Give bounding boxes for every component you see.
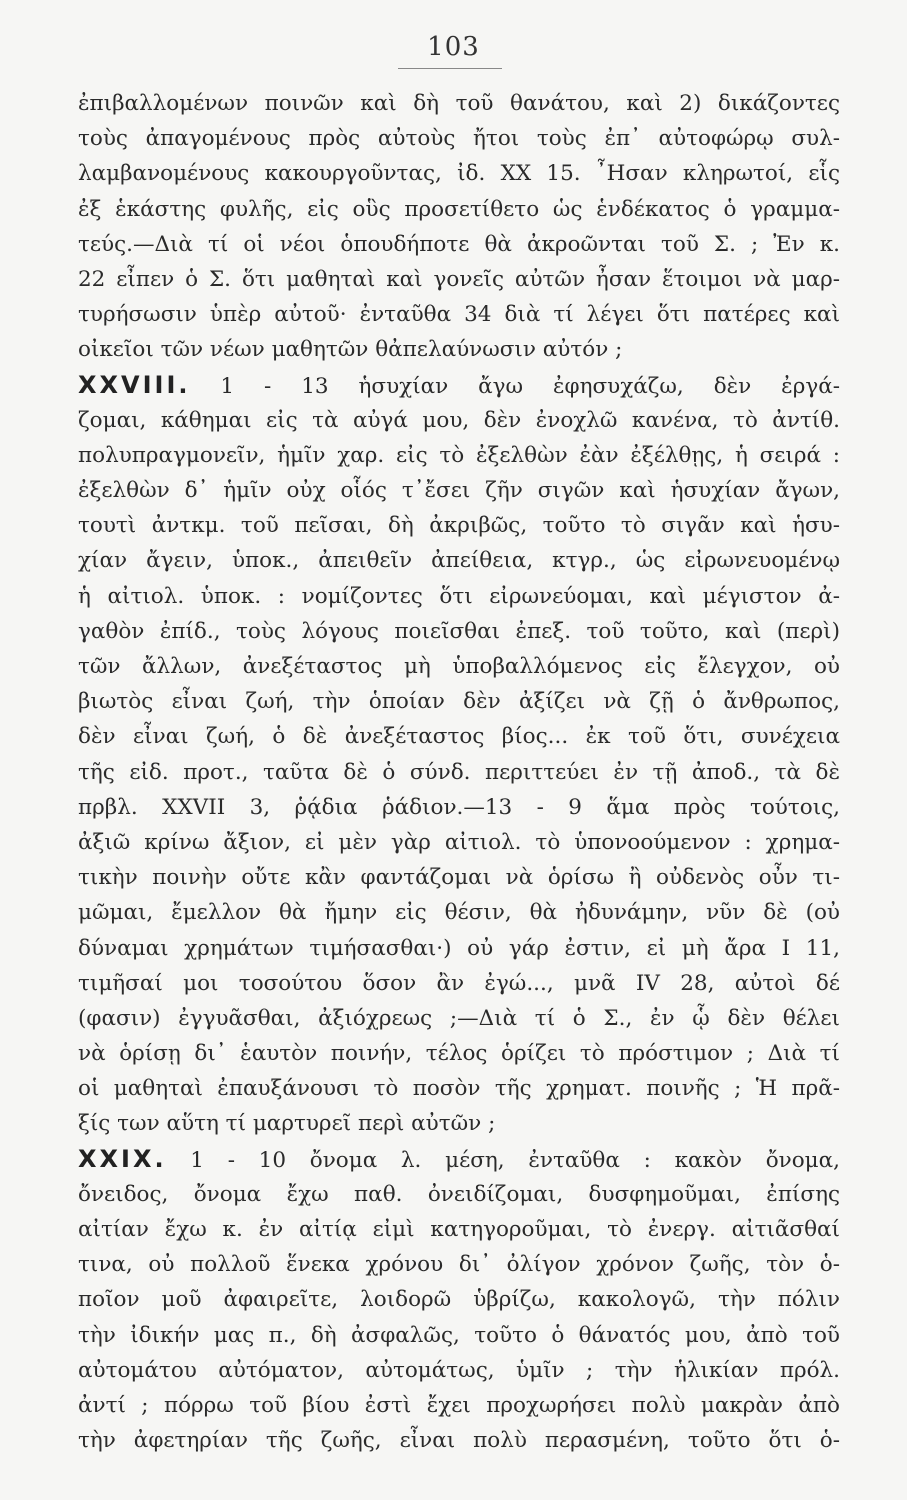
line-text: τοὺς ἀπαγομένους πρὸς αὐτοὺς ἤτοι τοὺς ἐπ᾽ αὐτοφώρῳ συλ- (78, 126, 840, 152)
text-line (78, 543, 840, 578)
line-text: τινα, οὐ πολλοῦ ἕνεκα χρόνου δι᾽ ὀλίγον χρόνον ζωῆς, τὸν ὁ- (78, 1252, 840, 1278)
text-line (78, 719, 840, 754)
line-text: ποῖον μοῦ ἀφαιρεῖτε, λοιδορῶ ὑβρίζω, κακολογῶ, τὴν πόλιν (78, 1287, 840, 1313)
text-line (78, 1247, 840, 1282)
page-number: 103 (427, 32, 480, 62)
line-text: τῆς εἰδ. προτ., ταῦτα δὲ ὁ σύνδ. περιττεύει ἐν τῇ ἀποδ., τὰ δὲ (78, 759, 840, 785)
text-line (78, 1282, 840, 1317)
line-text: βιωτὸς εἶναι ζωή, τὴν ὁποίαν δὲν ἀξίζει νὰ ζῇ ὁ ἄνθρωπος, (78, 689, 840, 715)
line-text: πρβλ. XXVII 3, ῥᾴδια ῥάδιον.—13 - 9 ἅμα πρὸς τούτοις, (78, 794, 840, 820)
text-line (78, 121, 840, 156)
text-line (78, 297, 840, 332)
text-line (78, 755, 840, 790)
text-line (78, 1318, 840, 1353)
text-line (78, 966, 840, 1001)
text-line (78, 332, 840, 367)
line-text: τὴν ἰδικήν μας π., δὴ ἀσφαλῶς, τοῦτο ὁ θάνατός μου, ἀπὸ τοῦ (78, 1322, 840, 1348)
line-text: νὰ ὁρίσῃ δι᾽ ἑαυτὸν ποινήν, τέλος ὁρίζει τὸ πρόστιμον ; Διὰ τί (78, 1041, 840, 1067)
line-text: τεύς.—Διὰ τί οἱ νέοι ὁπουδήποτε θὰ ἀκροῶνται τοῦ Σ. ; Ἐν κ. (78, 231, 840, 257)
line-text: 1 - 13 ἡσυχίαν ἄγω ἐφησυχάζω, δὲν ἐργά- (190, 373, 840, 399)
text-line (78, 1423, 840, 1458)
text-line (78, 895, 840, 930)
text-line (78, 156, 840, 191)
text-line (78, 438, 840, 473)
text-line (78, 579, 840, 614)
text-line (78, 508, 840, 543)
text-line (78, 931, 840, 966)
text-line (78, 1001, 840, 1036)
line-text: χίαν ἄγειν, ὑποκ., ἀπειθεῖν ἀπείθεια, κτγρ., ὡς εἰρωνευομένῳ (78, 548, 840, 574)
text-line (78, 1353, 840, 1388)
section-heading: XXIX. (78, 1144, 167, 1173)
line-text: τυρήσωσιν ὑπὲρ αὐτοῦ· ἐνταῦθα 34 διὰ τί λέγει ὅτι πατέρες καὶ (78, 302, 840, 328)
text-line (78, 1142, 840, 1177)
text-line (78, 1212, 840, 1247)
line-text: μῶμαι, ἔμελλον θὰ ἤμην εἰς θέσιν, θὰ ἠδυνάμην, νῦν δὲ (οὐ (78, 900, 840, 926)
text-line (78, 1071, 840, 1106)
line-text: πολυπραγμονεῖν, ἡμῖν χαρ. εἰς τὸ ἐξελθὼν ἐὰν ἐξέλθῃς, ἡ σειρά : (78, 442, 840, 468)
section-heading: XXVIII. (78, 370, 191, 399)
line-text: τὴν ἀφετηρίαν τῆς ζωῆς, εἶναι πολὺ περασμένη, τοῦτο ὅτι ὁ- (78, 1428, 840, 1454)
text-line (78, 1177, 840, 1212)
text-line (78, 86, 840, 121)
line-text: ὄνειδος, ὄνομα ἔχω παθ. ὀνειδίζομαι, δυσφημοῦμαι, ἐπίσης (78, 1181, 840, 1207)
text-line (78, 227, 840, 262)
text-line (78, 649, 840, 684)
line-text: ἐπιβαλλομένων ποινῶν καὶ δὴ τοῦ θανάτου, καὶ 2) δικάζοντες (78, 91, 840, 116)
text-line (78, 1036, 840, 1071)
line-text: γαθὸν ἐπίδ., τοὺς λόγους ποιεῖσθαι ἐπεξ. τοῦ τοῦτο, καὶ (περὶ) (78, 618, 840, 644)
line-text: δὲν εἶναι ζωή, ὁ δὲ ἀνεξέταστος βίος... ἐκ τοῦ ὅτι, συνέχεια (78, 724, 840, 750)
line-text: ἀντί ; πόρρω τοῦ βίου ἐστὶ ἔχει προχωρήσει πολὺ μακρὰν ἀπὸ (78, 1392, 840, 1418)
body-text (78, 86, 840, 1458)
line-text: ἡ αἰτιολ. ὑποκ. : νομίζοντες ὅτι εἰρωνεύομαι, καὶ μέγιστον ἀ- (78, 583, 840, 609)
text-line (78, 614, 840, 649)
text-line (78, 790, 840, 825)
line-text: τῶν ἄλλων, ἀνεξέταστος μὴ ὑποβαλλόμενος εἰς ἔλεγχον, οὐ (78, 654, 840, 679)
line-text: (φασιν) ἐγγυᾶσθαι, ἀξιόχρεως ;—Διὰ τί ὁ Σ., ἐν ᾧ δὲν θέλει (78, 1005, 840, 1031)
line-text: τουτὶ ἀντκμ. τοῦ πεῖσαι, δὴ ἀκριβῶς, τοῦτο τὸ σιγᾶν καὶ ἡσυ- (78, 513, 840, 539)
line-text: τικὴν ποινὴν οὔτε κἂν φαντάζομαι νὰ ὁρίσω ἢ οὐδενὸς οὖν τι- (78, 865, 840, 891)
line-text: αὐτομάτου αὐτόματον, αὐτομάτως, ὑμῖν ; τὴν ἡλικίαν πρόλ. (78, 1357, 840, 1383)
line-text: οἰκεῖοι τῶν νέων μαθητῶν θἀπελαύνωσιν αὐτόν ; (78, 337, 623, 363)
line-text: δύναμαι χρημάτων τιμήσασθαι·) οὐ γάρ ἐστιν, εἰ μὴ ἄρα I 11, (78, 935, 840, 961)
text-line (78, 473, 840, 508)
text-line (78, 825, 840, 860)
line-text: 22 εἶπεν ὁ Σ. ὅτι μαθηταὶ καὶ γονεῖς αὐτῶν ἦσαν ἕτοιμοι νὰ μαρ- (78, 266, 840, 292)
line-text: 1 - 10 ὄνομα λ. μέση, ἐνταῦθα : κακὸν ὄνομα, (166, 1147, 840, 1173)
line-text: λαμβανομένους κακουργοῦντας, ἰδ. XX 15. ῏Ησαν κληρωτοί, εἷς (78, 161, 840, 187)
text-line (78, 368, 840, 403)
line-text: ξίς των αὕτη τί μαρτυρεῖ περὶ αὐτῶν ; (78, 1111, 496, 1137)
line-text: ζομαι, κάθημαι εἰς τὰ αὐγά μου, δὲν ἐνοχλῶ κανένα, τὸ ἀντίθ. (78, 407, 840, 433)
line-text: οἱ μαθηταὶ ἐπαυξάνουσι τὸ ποσὸν τῆς χρηματ. ποινῆς ; Ἡ πρᾶ- (78, 1076, 840, 1102)
text-line (78, 684, 840, 719)
line-text: ἐξελθὼν δ᾽ ἡμῖν οὐχ οἷός τ᾽ἔσει ζῆν σιγῶν καὶ ἡσυχίαν ἄγων, (78, 478, 840, 504)
text-line (78, 192, 840, 227)
line-text: αἰτίαν ἔχω κ. ἐν αἰτίᾳ εἰμὶ κατηγοροῦμαι, τὸ ἐνεργ. αἰτιᾶσθαί (78, 1217, 840, 1242)
line-text: ἀξιῶ κρίνω ἄξιον, εἰ μὲν γὰρ αἰτιολ. τὸ ὑπονοούμενον : χρημα- (78, 829, 840, 855)
text-line (78, 1388, 840, 1423)
text-line (78, 262, 840, 297)
text-line (78, 403, 840, 438)
line-text: ἐξ ἑκάστης φυλῆς, εἰς οὓς προσετίθετο ὡς ἑνδέκατος ὁ γραμμα- (78, 196, 840, 222)
text-line (78, 860, 840, 895)
line-text: τιμῆσαί μοι τοσούτου ὅσον ἂν ἐγώ..., μνᾶ IV 28, αὐτοὶ δέ (78, 970, 840, 996)
text-line (78, 1106, 840, 1141)
page-number-rule (398, 68, 502, 69)
